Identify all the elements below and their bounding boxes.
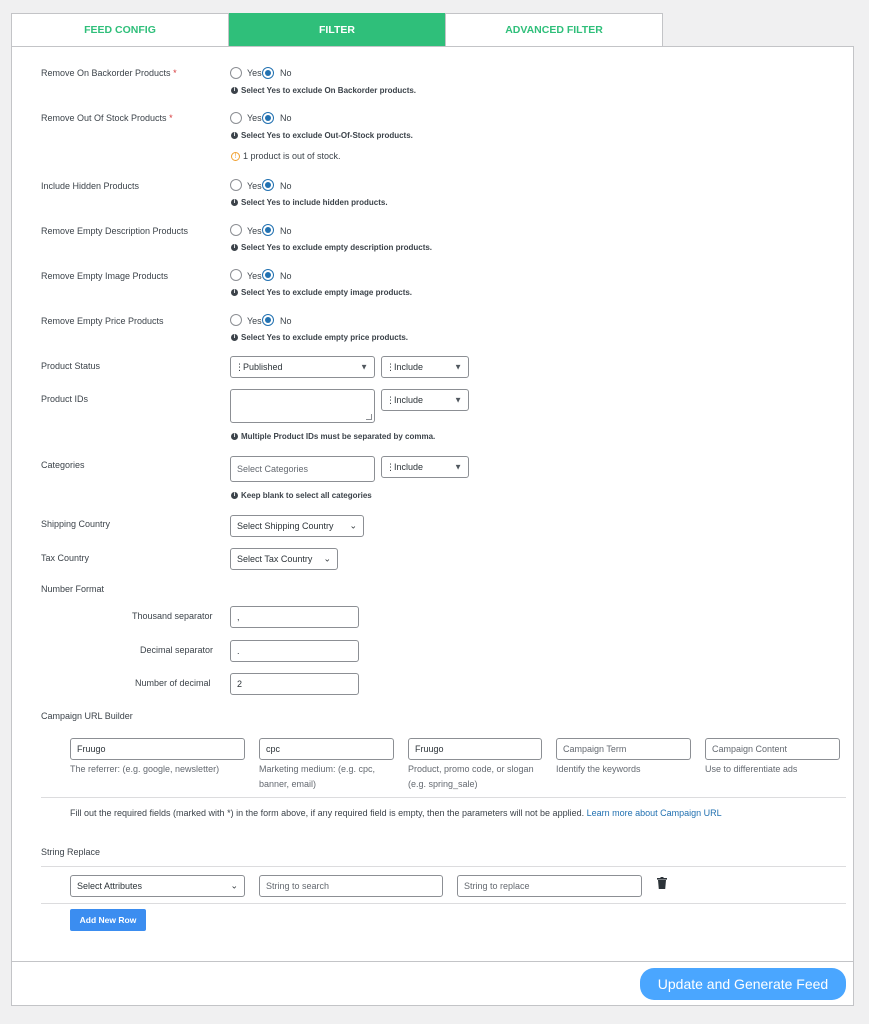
divider <box>41 903 846 904</box>
hidden-yes-label: Yes <box>247 181 262 191</box>
drag-handle-icon: ⋮ <box>386 394 395 405</box>
empty-description-no-label: No <box>280 226 292 236</box>
campaign-medium-hint: Marketing medium: (e.g. cpc, banner, email) <box>259 764 376 789</box>
update-generate-feed-button[interactable]: Update and Generate Feed <box>640 968 846 1000</box>
out-of-stock-no-radio[interactable] <box>262 112 274 124</box>
decimal-separator-label: Decimal separator <box>140 645 214 655</box>
info-icon: i <box>231 289 238 296</box>
info-icon: i <box>231 87 238 94</box>
campaign-term-hint: Identify the keywords <box>556 764 641 774</box>
empty-image-help: i Select Yes to exclude empty image products. <box>231 288 412 297</box>
campaign-medium-input[interactable]: cpc <box>259 738 394 760</box>
shipping-country-select[interactable]: Select Shipping Country ⌄ <box>230 515 364 537</box>
empty-description-label: Remove Empty Description Products <box>41 226 189 236</box>
drag-handle-icon: ⋮ <box>235 361 244 372</box>
out-of-stock-no-label: No <box>280 113 292 123</box>
number-of-decimal-input[interactable]: 2 <box>230 673 359 695</box>
backorder-yes-radio[interactable] <box>230 67 242 79</box>
empty-price-no-label: No <box>280 316 292 326</box>
chevron-down-icon: ⌄ <box>323 553 331 564</box>
warning-icon: ! <box>231 152 240 161</box>
drag-handle-icon: ⋮ <box>386 361 395 372</box>
out-of-stock-warning: ! 1 product is out of stock. <box>231 151 341 161</box>
empty-price-yes-radio[interactable] <box>230 314 242 326</box>
campaign-note: Fill out the required fields (marked with *) in the form above, if any required field is empty, then the parameters will not be applied. Learn more about Campaign URL <box>70 808 722 818</box>
product-ids-textarea[interactable] <box>230 389 375 423</box>
divider <box>41 797 846 798</box>
campaign-source-hint: The referrer: (e.g. google, newsletter) <box>70 764 220 774</box>
info-icon: i <box>231 334 238 341</box>
tax-country-select[interactable]: Select Tax Country ⌄ <box>230 548 338 570</box>
tab-feed-config[interactable]: FEED CONFIG <box>11 13 229 47</box>
string-replace-label: String Replace <box>41 847 101 857</box>
empty-price-help: i Select Yes to exclude empty price products. <box>231 333 408 342</box>
campaign-name-hint: Product, promo code, or slogan (e.g. spring_sale) <box>408 764 534 789</box>
empty-description-help: i Select Yes to exclude empty description products. <box>231 243 432 252</box>
caret-down-icon: ▼ <box>360 362 368 372</box>
string-search-input[interactable]: String to search <box>259 875 443 897</box>
thousand-separator-input[interactable]: , <box>230 606 359 628</box>
campaign-learn-more-link[interactable]: Learn more about Campaign URL <box>586 808 722 818</box>
categories-mode-select[interactable]: ⋮ Include ▼ <box>381 456 469 478</box>
tab-filter[interactable]: FILTER <box>229 13 445 47</box>
campaign-term-input[interactable]: Campaign Term <box>556 738 691 760</box>
string-replace-attribute-select[interactable]: Select Attributes ⌄ <box>70 875 245 897</box>
campaign-url-builder-label: Campaign URL Builder <box>41 711 133 721</box>
caret-down-icon: ▼ <box>454 362 462 372</box>
product-ids-mode-select[interactable]: ⋮ Include ▼ <box>381 389 469 411</box>
tax-country-label: Tax Country <box>41 553 90 563</box>
decimal-separator-input[interactable]: . <box>230 640 359 662</box>
thousand-separator-label: Thousand separator <box>132 611 213 621</box>
hidden-help: i Select Yes to include hidden products. <box>231 198 388 207</box>
number-of-decimal-label: Number of decimal <box>135 678 211 688</box>
backorder-label: Remove On Backorder Products * <box>41 68 177 78</box>
campaign-source-input[interactable]: Fruugo <box>70 738 245 760</box>
campaign-name-input[interactable]: Fruugo <box>408 738 542 760</box>
hidden-products-label: Include Hidden Products <box>41 181 140 191</box>
empty-price-no-radio[interactable] <box>262 314 274 326</box>
empty-image-label: Remove Empty Image Products <box>41 271 169 281</box>
out-of-stock-yes-radio[interactable] <box>230 112 242 124</box>
out-of-stock-yes-label: Yes <box>247 113 262 123</box>
trash-icon[interactable] <box>657 877 667 889</box>
number-format-label: Number Format <box>41 584 105 594</box>
product-status-select[interactable]: ⋮ Published ▼ <box>230 356 375 378</box>
tab-advanced-filter[interactable]: ADVANCED FILTER <box>445 13 663 47</box>
categories-input[interactable]: Select Categories <box>230 456 375 482</box>
empty-price-yes-label: Yes <box>247 316 262 326</box>
campaign-content-hint: Use to differentiate ads <box>705 764 798 774</box>
string-replace-input[interactable]: String to replace <box>457 875 642 897</box>
chevron-down-icon: ⌄ <box>349 520 357 531</box>
empty-description-yes-radio[interactable] <box>230 224 242 236</box>
out-of-stock-label: Remove Out Of Stock Products * <box>41 113 173 123</box>
empty-image-no-label: No <box>280 271 292 281</box>
hidden-no-label: No <box>280 181 292 191</box>
empty-description-yes-label: Yes <box>247 226 262 236</box>
divider <box>41 866 846 867</box>
hidden-yes-radio[interactable] <box>230 179 242 191</box>
add-new-row-button[interactable]: Add New Row <box>70 909 146 931</box>
hidden-no-radio[interactable] <box>262 179 274 191</box>
chevron-down-icon: ⌄ <box>230 880 238 891</box>
caret-down-icon: ▼ <box>454 462 462 472</box>
categories-label: Categories <box>41 460 85 470</box>
backorder-no-radio[interactable] <box>262 67 274 79</box>
out-of-stock-help: i Select Yes to exclude Out-Of-Stock products. <box>231 131 413 140</box>
info-icon: i <box>231 244 238 251</box>
backorder-help: i Select Yes to exclude On Backorder products. <box>231 86 416 95</box>
empty-image-yes-label: Yes <box>247 271 262 281</box>
footer-divider <box>11 961 854 962</box>
product-ids-help: i Multiple Product IDs must be separated by comma. <box>231 432 435 441</box>
product-ids-label: Product IDs <box>41 394 89 404</box>
info-icon: i <box>231 132 238 139</box>
empty-image-yes-radio[interactable] <box>230 269 242 281</box>
drag-handle-icon: ⋮ <box>386 461 395 472</box>
campaign-content-input[interactable]: Campaign Content <box>705 738 840 760</box>
product-status-label: Product Status <box>41 361 101 371</box>
backorder-no-label: No <box>280 68 292 78</box>
shipping-country-label: Shipping Country <box>41 519 111 529</box>
empty-image-no-radio[interactable] <box>262 269 274 281</box>
empty-description-no-radio[interactable] <box>262 224 274 236</box>
empty-price-label: Remove Empty Price Products <box>41 316 164 326</box>
info-icon: i <box>231 433 238 440</box>
info-icon: i <box>231 199 238 206</box>
product-status-mode-select[interactable]: ⋮ Include ▼ <box>381 356 469 378</box>
categories-help: i Keep blank to select all categories <box>231 491 372 500</box>
caret-down-icon: ▼ <box>454 395 462 405</box>
info-icon: i <box>231 492 238 499</box>
backorder-yes-label: Yes <box>247 68 262 78</box>
